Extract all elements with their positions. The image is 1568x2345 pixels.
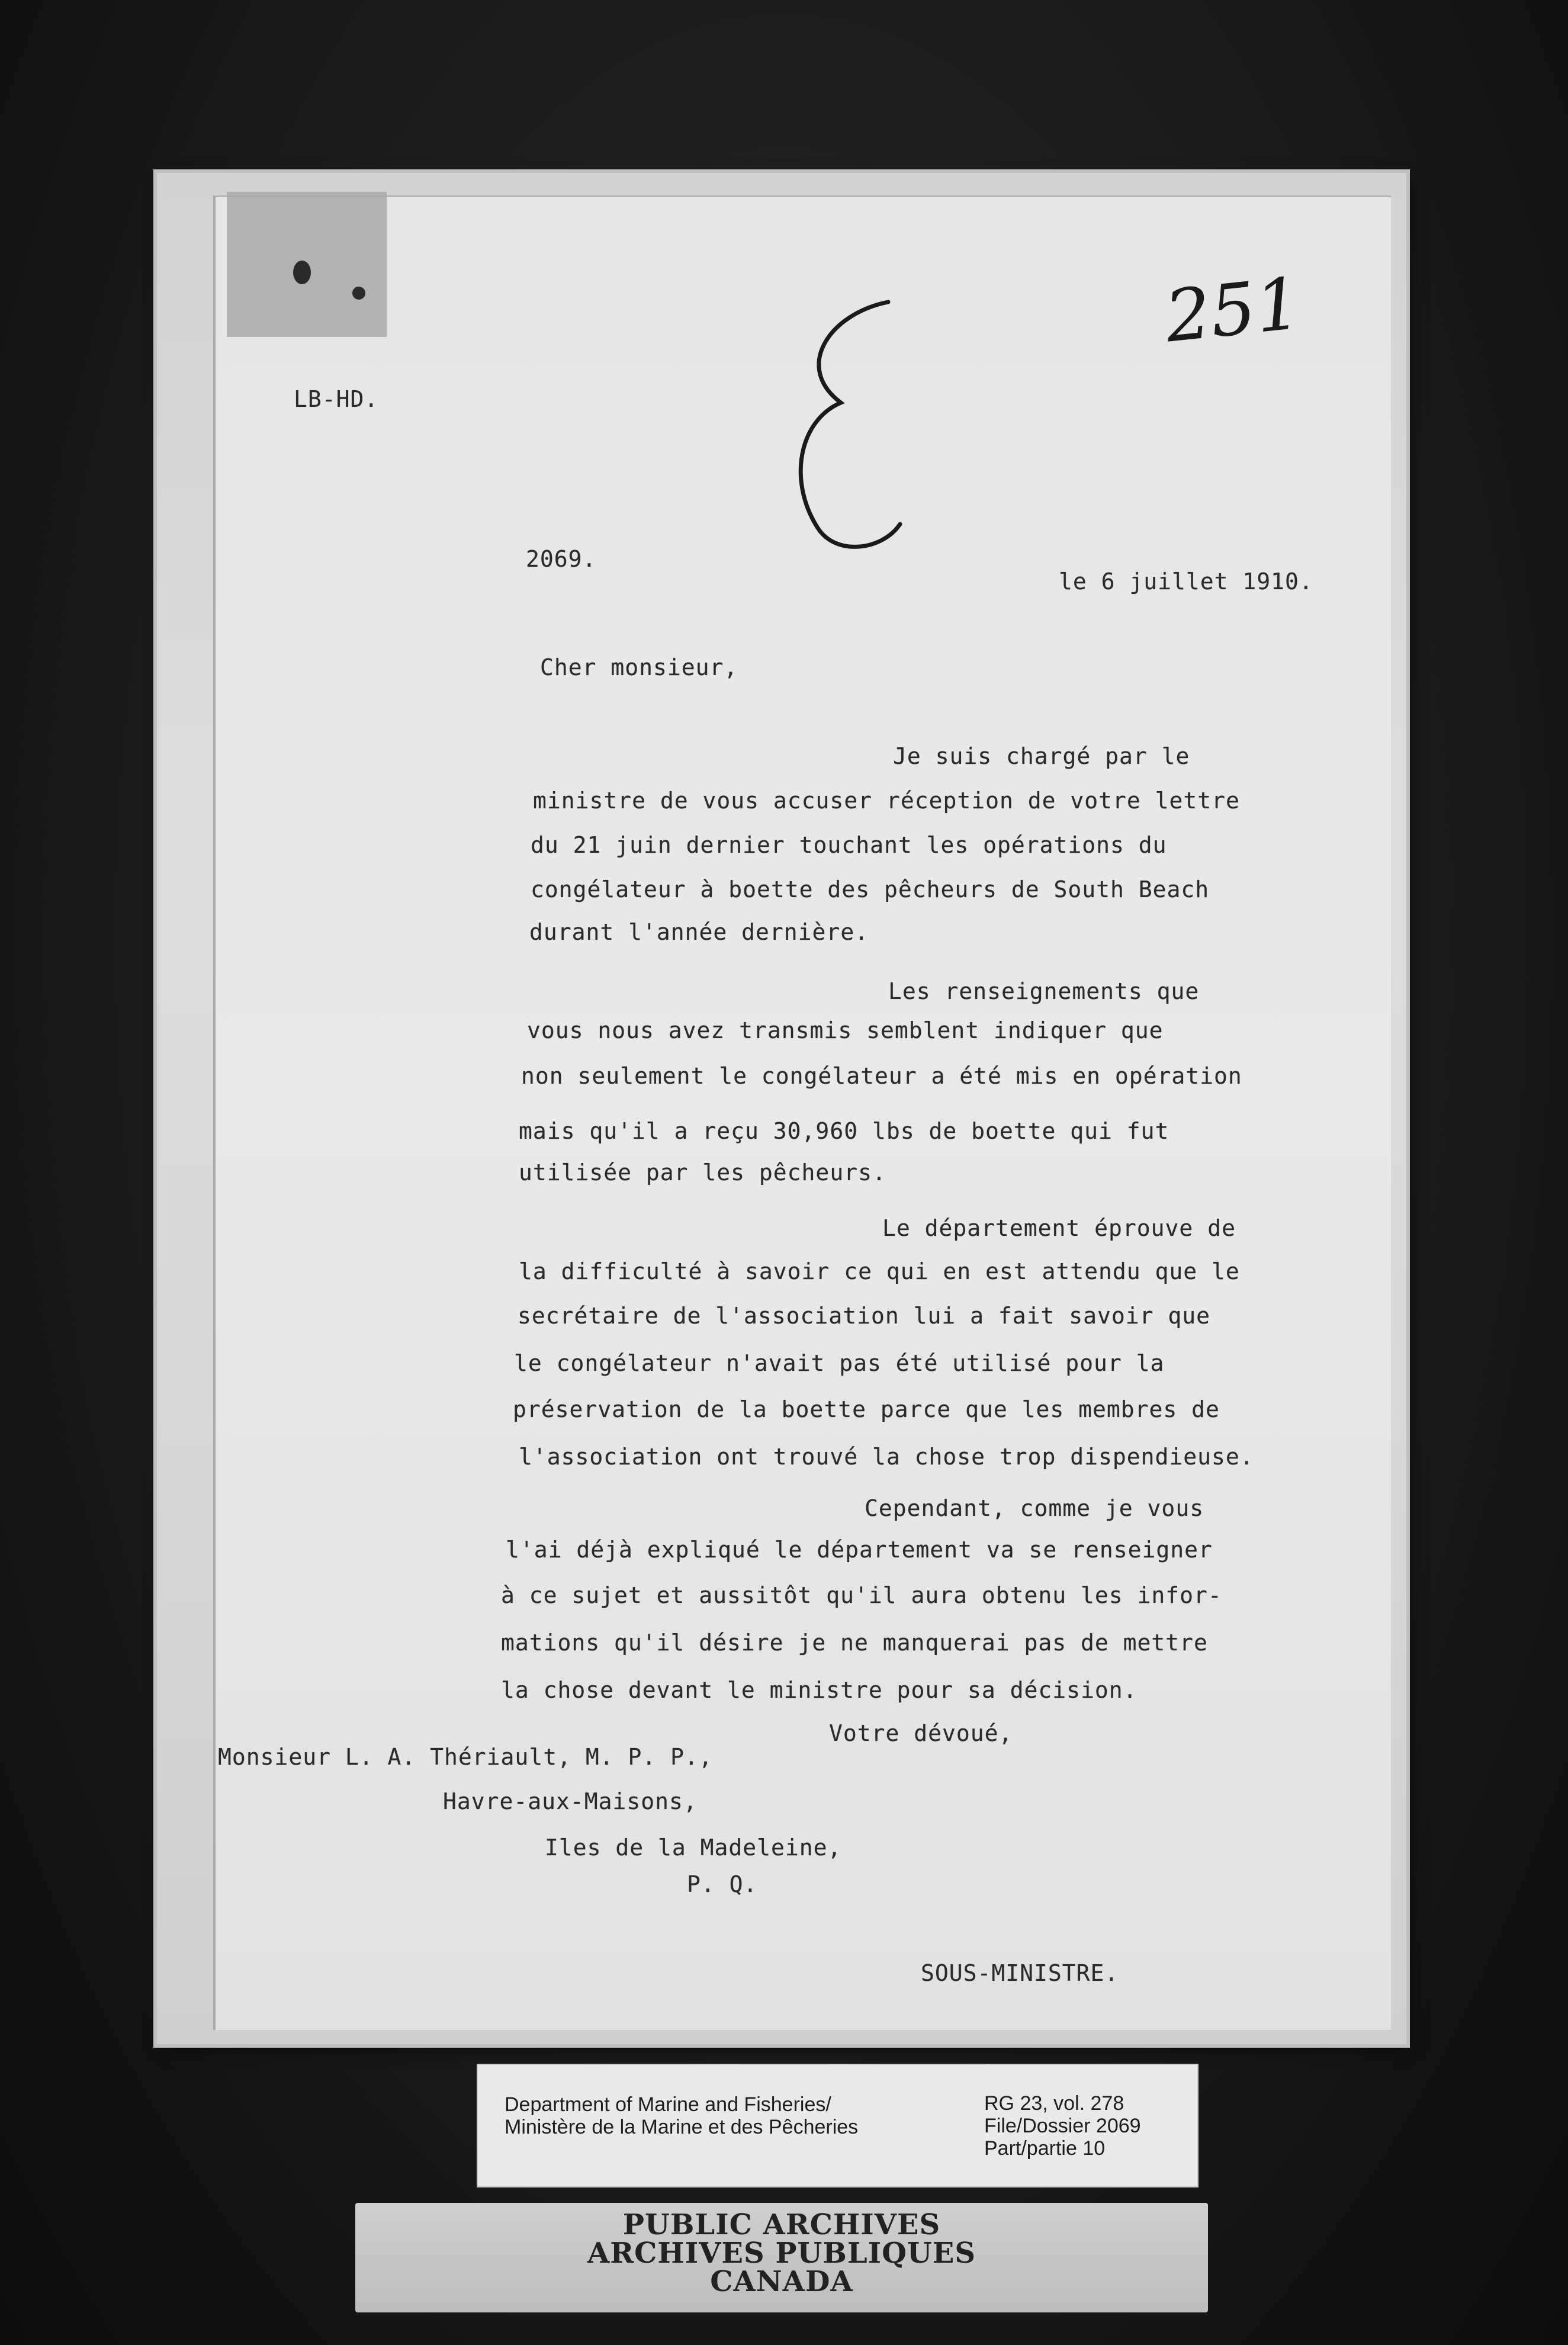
body-line: l'association ont trouvé la chose trop dispendieuse. [519, 1444, 1254, 1470]
stamp-line: ARCHIVES PUBLIQUES [587, 2237, 976, 2270]
part-partie: Part/partie 10 [984, 2137, 1106, 2160]
archive-reference-label [477, 2064, 1199, 2187]
department-english: Department of Marine and Fisheries/ [505, 2093, 831, 2116]
department-french: Ministère de la Marine et des Pêcheries [505, 2116, 859, 2138]
body-line: Les renseignements que [888, 978, 1200, 1004]
body-line: du 21 juin dernier touchant les opérations du [531, 832, 1167, 858]
address-line: Havre-aux-Maisons, [443, 1788, 698, 1814]
body-line: à ce sujet et aussitôt qu'il aura obtenu les infor- [501, 1582, 1222, 1608]
body-line: vous nous avez transmis semblent indiquer que [527, 1017, 1164, 1043]
file-dossier: File/Dossier 2069 [984, 2115, 1141, 2137]
salutation: Cher monsieur, [540, 654, 738, 680]
file-number: 2069. [526, 546, 597, 572]
body-line: mais qu'il a reçu 30,960 lbs de boette qui fut [519, 1118, 1169, 1144]
address-line: Iles de la Madeleine, [545, 1835, 842, 1861]
handwritten-epsilon-mark [764, 290, 906, 563]
address-line: P. Q. [687, 1871, 758, 1897]
body-line: non seulement le congélateur a été mis en opération [521, 1063, 1242, 1089]
body-line: la difficulté à savoir ce qui en est attendu que le [519, 1258, 1240, 1284]
reference-initials: LB-HD. [294, 386, 379, 412]
body-line: durant l'année dernière. [529, 919, 869, 945]
body-line: la chose devant le ministre pour sa décision. [501, 1677, 1138, 1703]
staple-hole [293, 261, 311, 284]
closing: Votre dévoué, [829, 1720, 1013, 1746]
letter-date: le 6 juillet 1910. [1059, 568, 1313, 595]
archive-stamp [355, 2203, 1208, 2312]
body-line: Je suis chargé par le [893, 743, 1190, 769]
handwritten-page-number: 251 [1161, 262, 1305, 359]
body-line: Le département éprouve de [882, 1215, 1236, 1241]
stamp-line: CANADA [710, 2265, 853, 2298]
body-line: préservation de la boette parce que les membres de [513, 1396, 1220, 1422]
body-line: secrétaire de l'association lui a fait savoir que [518, 1303, 1211, 1329]
body-line: Cependant, comme je vous [865, 1495, 1204, 1521]
record-group: RG 23, vol. 278 [984, 2092, 1124, 2115]
body-line: ministre de vous accuser réception de votre lettre [533, 788, 1240, 814]
signature-title: SOUS-MINISTRE. [921, 1960, 1119, 1986]
staple-hole [352, 287, 365, 300]
body-line: l'ai déjà expliqué le département va se renseigner [506, 1537, 1213, 1563]
body-line: congélateur à boette des pêcheurs de South Beach [531, 876, 1210, 902]
stamp-line: PUBLIC ARCHIVES [622, 2208, 941, 2241]
body-line: utilisée par les pêcheurs. [519, 1159, 886, 1186]
body-line: le congélateur n'avait pas été utilisé pour la [514, 1350, 1165, 1376]
address-line: Monsieur L. A. Thériault, M. P. P., [218, 1744, 713, 1770]
body-line: mations qu'il désire je ne manquerai pas de mettre [501, 1630, 1208, 1656]
